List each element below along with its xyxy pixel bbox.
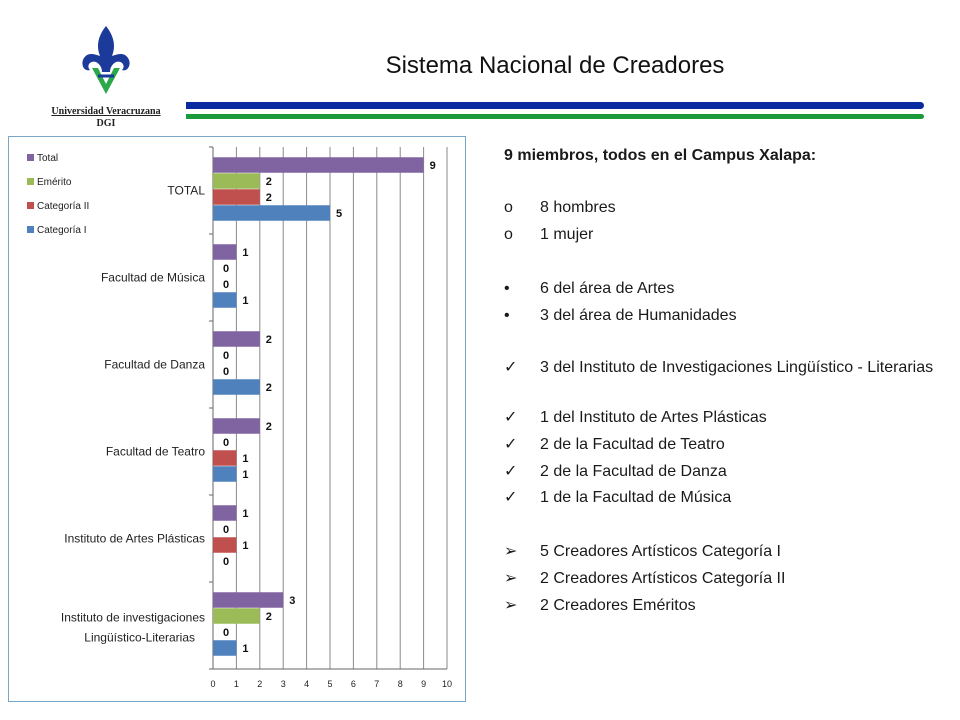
data-label: 2 — [265, 192, 272, 204]
category-label: Facultad de Danza — [104, 357, 205, 372]
bar — [213, 466, 236, 482]
data-label: 1 — [242, 469, 249, 481]
bar — [213, 379, 260, 395]
data-label: 0 — [223, 627, 230, 639]
arrow-bullet-icon: ➢ — [504, 570, 518, 587]
data-label: 0 — [223, 279, 230, 291]
bar — [213, 292, 236, 308]
x-tick-label: 3 — [280, 679, 286, 689]
data-label: 0 — [223, 437, 230, 449]
category-label: TOTAL — [167, 183, 205, 198]
circle-bullet-icon: o — [504, 226, 513, 243]
legend-swatch — [27, 178, 34, 185]
arrow-bullet-icon: ➢ — [504, 543, 518, 560]
header-rule-blue — [186, 102, 924, 109]
legend-swatch — [27, 226, 34, 233]
university-name: Universidad Veracruzana — [51, 106, 161, 117]
header-rule-green — [186, 114, 924, 119]
bar — [213, 640, 236, 656]
data-label: 0 — [223, 263, 230, 275]
category-label: Instituto de Artes Plásticas — [64, 531, 205, 546]
data-label: 2 — [265, 382, 272, 394]
data-label: 0 — [223, 350, 230, 362]
data-label: 1 — [242, 643, 249, 655]
bar — [213, 244, 236, 260]
bar — [213, 173, 260, 189]
x-tick-label: 7 — [374, 679, 380, 689]
data-label: 0 — [223, 366, 230, 378]
legend-swatch — [27, 154, 34, 161]
bar — [213, 592, 283, 608]
dot-bullet-icon: • — [504, 307, 510, 324]
x-tick-label: 5 — [327, 679, 333, 689]
category-label: Lingüístico-Literarias — [84, 630, 195, 645]
category-label: Facultad de Teatro — [105, 444, 205, 459]
category-label: Instituto de investigaciones — [60, 610, 205, 625]
bar — [213, 505, 236, 521]
bar — [213, 418, 260, 434]
data-label: 0 — [223, 556, 230, 568]
bar — [213, 450, 236, 466]
data-label: 5 — [336, 208, 343, 220]
legend-swatch — [27, 202, 34, 209]
data-label: 3 — [289, 595, 296, 607]
legend-label: Categoría II — [37, 201, 90, 212]
x-tick-label: 4 — [304, 679, 310, 689]
data-label: 2 — [265, 611, 272, 623]
bar — [213, 331, 260, 347]
x-tick-label: 2 — [257, 679, 263, 689]
bar — [213, 608, 260, 624]
data-label: 1 — [242, 453, 249, 465]
bar — [213, 537, 236, 553]
data-label: 0 — [223, 524, 230, 536]
legend-label: Emérito — [37, 177, 72, 188]
data-label: 1 — [242, 540, 249, 552]
fleur-de-lis-icon — [76, 24, 136, 96]
bar — [213, 157, 424, 173]
x-tick-label: 0 — [210, 679, 216, 689]
data-label: 2 — [265, 176, 272, 188]
data-label: 1 — [242, 508, 249, 520]
data-label: 2 — [265, 334, 272, 346]
bar-chart — [9, 137, 467, 703]
checkmark-icon: ✓ — [504, 359, 518, 376]
bar — [213, 205, 330, 221]
circle-bullet-icon: o — [504, 199, 513, 216]
x-tick-label: 9 — [421, 679, 427, 689]
category-label: Facultad de Música — [100, 270, 205, 285]
data-label: 2 — [265, 421, 272, 433]
checkmark-icon: ✓ — [504, 489, 518, 506]
legend-label: Categoría I — [37, 225, 87, 236]
arrow-bullet-icon: ➢ — [504, 597, 518, 614]
dot-bullet-icon: • — [504, 280, 510, 297]
panel-heading: 9 miembros, todos en el Campus Xalapa: — [504, 147, 817, 164]
checkmark-icon: ✓ — [504, 436, 518, 453]
x-tick-label: 1 — [233, 679, 239, 689]
x-tick-label: 6 — [350, 679, 356, 689]
chart-frame — [8, 136, 466, 702]
data-label: 1 — [242, 295, 249, 307]
checkmark-icon: ✓ — [504, 409, 518, 426]
x-tick-label: 8 — [397, 679, 403, 689]
university-logo — [44, 20, 168, 132]
data-label: 1 — [242, 247, 249, 259]
checkmark-icon: ✓ — [504, 463, 518, 480]
x-tick-label: 10 — [441, 679, 453, 689]
bar — [213, 189, 260, 205]
legend-label: Total — [37, 153, 59, 164]
page-title: Sistema Nacional de Creadores — [385, 52, 725, 79]
data-label: 9 — [429, 160, 436, 172]
department-name: DGI — [96, 118, 116, 129]
